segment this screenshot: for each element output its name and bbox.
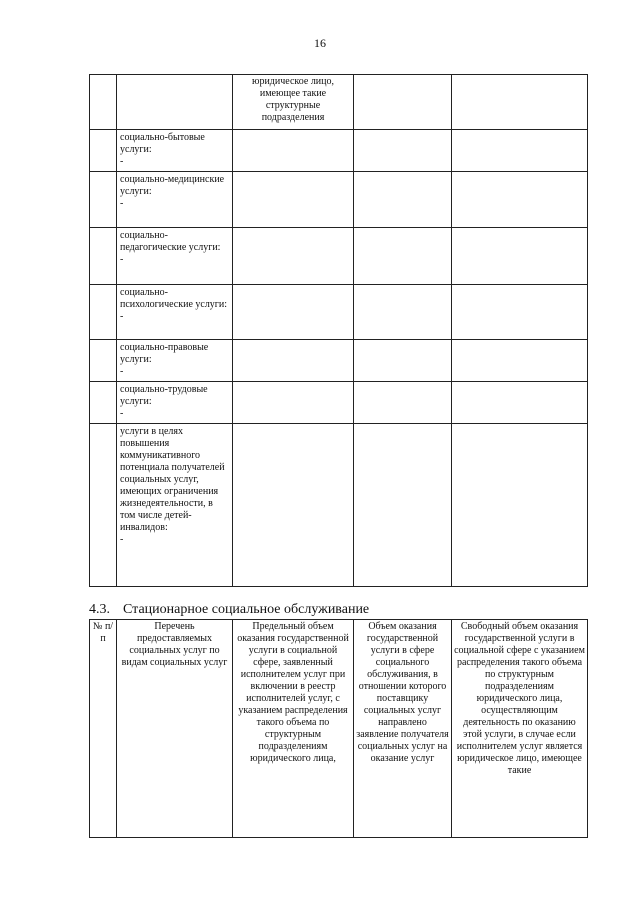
header-volume-requested: Объем оказания государственной услуги в сфере социального обслуживания, в отношении которого поставщику социальных услуг направлено заявление получателя социальных услуг на оказание услуг bbox=[354, 620, 452, 838]
stationary-services-table bbox=[89, 619, 588, 838]
header-free-volume: Свободный объем оказания государственной услуги в социальной сфере с указанием распределения такого объема по структурным подразделениям юридического лица, осуществляющим деятельность по оказанию этой услуги, в случае если исполнителем услуг является юридическое лицо, имеющее такие bbox=[452, 620, 588, 838]
table-row bbox=[90, 75, 588, 130]
section-title: Стационарное социальное обслуживание bbox=[123, 602, 370, 617]
table-row bbox=[90, 382, 588, 424]
table-row bbox=[90, 424, 588, 587]
service-type-cell bbox=[117, 285, 233, 340]
service-type-label: социально-педагогические услуги: bbox=[120, 230, 221, 253]
dash-mark: - bbox=[120, 156, 124, 167]
service-type-cell bbox=[117, 130, 233, 172]
service-type-label: социально-бытовые услуги: bbox=[120, 132, 205, 155]
services-table-continued bbox=[89, 74, 588, 587]
service-type-label: услуги в целях повышения коммуникативного потенциала получателей социальных услуг, имеющих ограничения жизнедеятельности, в том числе детей-инвалидов: bbox=[120, 426, 225, 533]
table-row bbox=[90, 172, 588, 228]
table-row bbox=[90, 228, 588, 285]
service-type-cell bbox=[117, 340, 233, 382]
service-type-cell bbox=[117, 382, 233, 424]
service-type-cell bbox=[117, 424, 233, 587]
dash-mark: - bbox=[120, 198, 124, 209]
dash-mark: - bbox=[120, 366, 124, 377]
dash-mark: - bbox=[120, 408, 124, 419]
dash-mark: - bbox=[120, 534, 124, 545]
service-type-label: социально-трудовые услуги: bbox=[120, 384, 208, 407]
service-type-cell bbox=[117, 172, 233, 228]
header-number: № п/п bbox=[90, 620, 117, 838]
service-type-label: социально-психологические услуги: bbox=[120, 287, 228, 310]
section-number: 4.3. bbox=[89, 602, 110, 617]
section-heading bbox=[89, 602, 369, 618]
header-services-list: Перечень предоставляемых социальных услуг по видам социальных услуг bbox=[117, 620, 233, 838]
dash-mark: - bbox=[120, 254, 124, 265]
table-header-row bbox=[90, 620, 588, 838]
table-cell: юридическое лицо, имеющее такие структурные подразделения bbox=[233, 75, 354, 130]
service-type-label: социально-правовые услуги: bbox=[120, 342, 209, 365]
page-number: 16 bbox=[314, 36, 326, 50]
table-row bbox=[90, 130, 588, 172]
service-type-cell bbox=[117, 228, 233, 285]
table-row bbox=[90, 340, 588, 382]
service-type-label: социально-медицинские услуги: bbox=[120, 174, 225, 197]
table-row bbox=[90, 285, 588, 340]
dash-mark: - bbox=[120, 311, 124, 322]
header-max-volume: Предельный объем оказания государственной услуги в социальной сфере, заявленный исполнителем услуг при включении в реестр исполнителей услуг, с указанием распределения такого объема по структурным подразделениям юридического лица, bbox=[233, 620, 354, 838]
